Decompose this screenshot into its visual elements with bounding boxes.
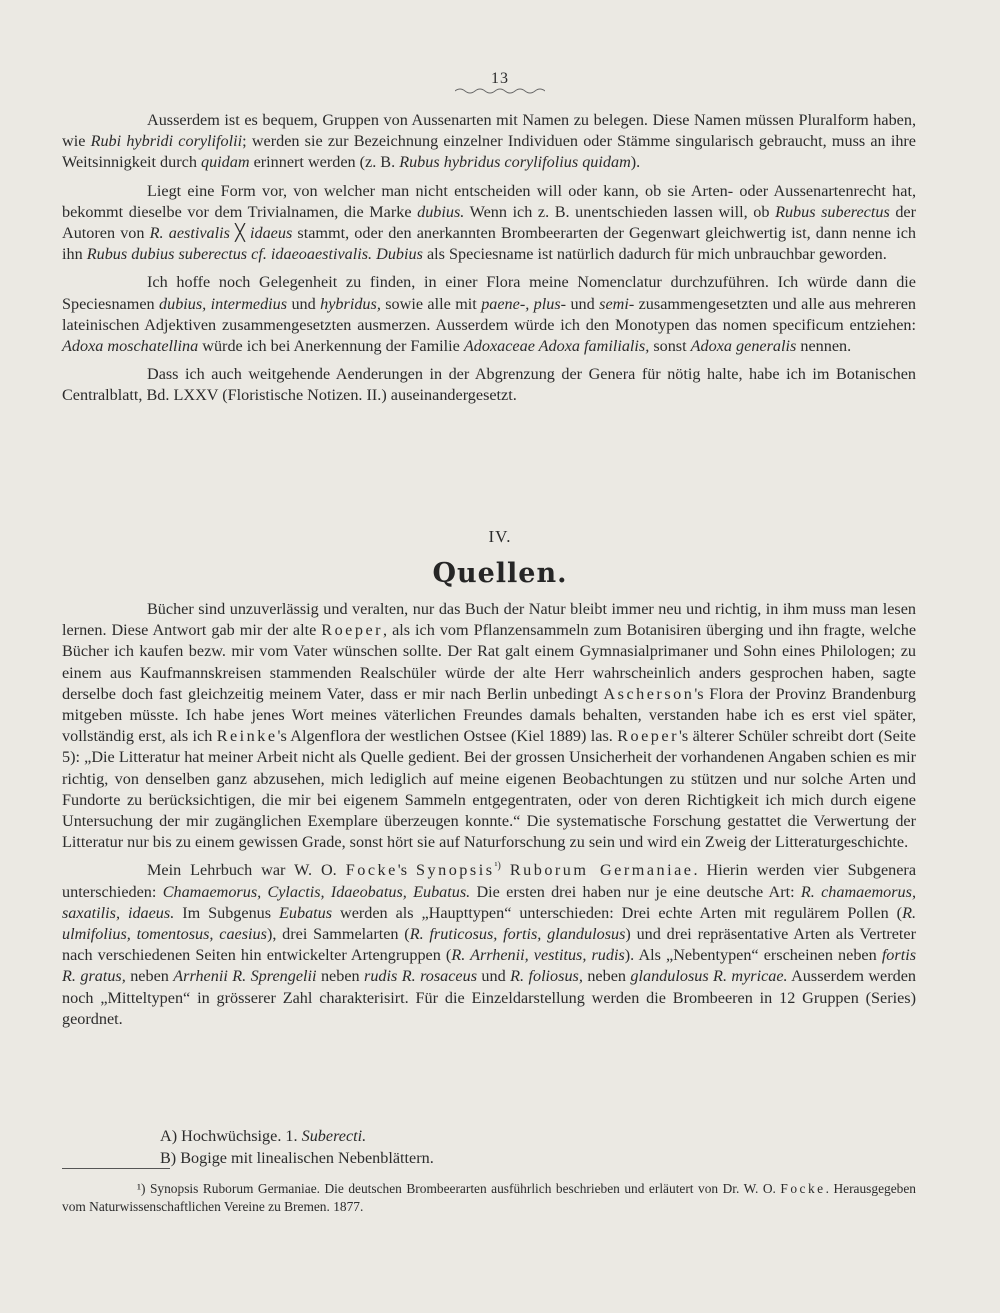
text-run: ), drei Sammelarten ( <box>266 925 410 944</box>
italic-text: rudis R. rosaceus <box>364 967 478 986</box>
text-run: nennen. <box>796 337 852 356</box>
list-item <box>160 1147 434 1169</box>
italic-text: dubius, intermedius <box>159 294 288 313</box>
text-run: würde ich bei Anerkennung der Familie <box>198 337 464 356</box>
italic-text: fortis R. gratus, <box>62 946 916 986</box>
series-list <box>160 1125 434 1169</box>
text-run: neben <box>125 967 174 986</box>
page-number-ornament <box>455 87 545 95</box>
italic-text: Arrhenii R. Sprengelii <box>173 967 317 986</box>
italic-text: R. ulmifolius, tomentosus, caesius <box>62 903 917 944</box>
italic-text: hybridus, <box>320 294 381 313</box>
italic-text: Rubus hybridus corylifolius quidam <box>399 153 631 172</box>
text-run: Dass ich auch weitgehende Aenderungen in der Abgrenzung der Genera für nötig halte, habe ich im Botanischen Centralblatt, Bd. LXXV (Floristische Notizen. II.) auseinandergesetzt. <box>62 365 916 405</box>
text-run: Ich hoffe noch Gelegenheit zu finden, in einer Flora meine Nomenclatur durchzuführen. Ich würde dann die Speciesnamen <box>62 273 916 313</box>
text-run: Die ersten drei haben nur je eine deutsche Art: <box>470 882 801 901</box>
text-run: Ausserdem werden noch „Mitteltypen“ in grösserer Zahl charakterisirt. Für die Einzeldarstellung werden die Brombeeren in 12 Gruppen (Series) geordnet. <box>62 967 916 1028</box>
text-run: stammt, oder den anerkannten Brombeerarten der Gegenwart gleichwertig ist, dann nenne ich ihn <box>62 224 917 264</box>
italic-text: glandulosus R. myricae. <box>630 967 788 986</box>
text-run: 's Flora der Provinz Brandenburg mitgeben müsste. Ich habe jenes Wort meines väterlichen Freundes damals behalten, verstanden habe ich es erst viel später, vollständig erst, als ich <box>62 684 916 746</box>
italic-text: idaeus <box>249 224 293 243</box>
body-text-bottom <box>62 599 916 1037</box>
italic-text: Suberecti. <box>301 1127 367 1145</box>
text-run: 's <box>397 861 417 880</box>
spaced-name: Focke <box>780 1181 826 1196</box>
text-run: Bücher sind unzuverlässig und veralten, nur das Buch der Natur bleibt immer neu und richtig, in ihm muss man lesen lernen. Diese Antwort gab mir der alte <box>62 600 916 640</box>
text-run: ¹) <box>494 861 501 873</box>
text-run: ). Als „Nebentypen“ erscheinen neben <box>624 946 882 965</box>
body-text-top <box>62 110 916 414</box>
text-run: werden als „Haupttypen“ unterschieden: Drei echte Arten mit regulärem Pollen ( <box>332 903 903 922</box>
text-run: Wenn ich z. B. unentschieden lassen will, ob <box>464 202 776 221</box>
text-run: B) Bogige mit linealischen Nebenblättern. <box>160 1149 434 1167</box>
italic-text: quidam <box>200 153 250 172</box>
paragraph <box>62 860 916 1030</box>
paragraph <box>62 599 916 853</box>
italic-text: R. fruticosus, fortis, glandulosus <box>409 925 626 944</box>
text-run: 's Algenflora der westlichen Ostsee (Kiel 1889) las. <box>277 727 618 746</box>
italic-text: paene-, plus- <box>481 294 567 313</box>
italic-text: Adoxa moschatellina <box>62 337 199 356</box>
spaced-name: Focke <box>345 861 398 880</box>
text-run: . Herausgegeben vom Naturwissenschaftlichen Vereine zu Bremen. 1877. <box>62 1181 916 1214</box>
italic-text: semi- <box>599 294 635 313</box>
text-run: und <box>477 967 511 986</box>
text-run: Im Subgenus <box>174 903 280 922</box>
text-run: . Hierin werden vier Subgenera unterschieden: <box>62 861 917 901</box>
text-run: ; werden sie zur Bezeichnung einzelner Individuen oder Stämme singularisch gebraucht, muss an ihre Weitsinnigkeit durch <box>62 132 916 172</box>
text-run: Ausserdem ist es bequem, Gruppen von Aussenarten mit Namen zu belegen. Diese Namen müssen Pluralform haben, wie <box>62 111 916 151</box>
text-run: neben <box>316 967 365 986</box>
paragraph <box>62 110 916 174</box>
text-run: Liegt eine Form vor, von welcher man nicht entscheiden will oder kann, ob sie Arten- oder Aussenartenrecht hat, bekommt dieselbe vor dem Trivialnamen, die Marke <box>62 181 916 221</box>
italic-text: R. aestivalis <box>149 224 230 243</box>
italic-text: R. foliosus, <box>510 967 583 986</box>
list-item <box>160 1125 434 1147</box>
italic-text: R. chamaemorus, saxatilis, idaeus. <box>62 882 916 922</box>
paragraph <box>62 181 916 266</box>
section-number: IV. <box>488 527 512 546</box>
italic-text: Dubius <box>376 245 423 264</box>
spaced-name: Roeper <box>617 727 679 746</box>
spaced-name: Reinke <box>216 727 278 746</box>
section-title: Quellen. <box>432 558 568 589</box>
italic-text: Adoxaceae Adoxa familialis, <box>463 337 650 356</box>
text-run: der Autoren von <box>62 202 916 243</box>
text-run: ). <box>630 153 641 172</box>
text-run: 's älterer Schüler schreibt dort (Seite 5): „Die Litteratur hat meiner Arbeit nicht als Quelle gedient. Bei der grossen Unsicherheit der vorhandenen Angaben schien es mir richtig, von denselben ganz abzusehen, mich lediglich auf meine eigenen Beobachtungen zu stützen und nur solche Arten und Fundorte zu berücksichtigen, die mir bei eigenem Sammeln entgegentraten, oder von deren Richtigkeit ich mich durch eigene Untersuchung der mir zugänglichen Exemplare überzeugen konnte.“ Die systematische Forschung gestattet die Verwertung der Litteratur nur bis zu einem gewissen Grade, sonst hört sie auf Naturforschung zu sein und wird ein Zweig der Litteraturgeschichte. <box>62 727 916 852</box>
text-run: A) Hochwüchsige. 1. <box>160 1127 302 1145</box>
text-run: als Speciesname ist natürlich dadurch für mich unbrauchbar geworden. <box>422 245 887 264</box>
text-run <box>501 861 510 879</box>
italic-text: Chamaemorus, Cylactis, Idaeobatus, Eubatus. <box>162 882 471 901</box>
italic-text: R. Arrhenii, vestitus, rudis <box>451 946 625 965</box>
text-run: ) und drei repräsentative Arten als Vertreter nach verschiedenen Seiten hin entwickelter Artengruppen ( <box>62 925 916 965</box>
text-run: sowie alle mit <box>380 294 482 313</box>
italic-text: dubius. <box>417 202 465 221</box>
spaced-name: Ascherson <box>603 684 695 703</box>
page-number: 13 <box>491 70 509 87</box>
text-run: Mein Lehrbuch war W. O. <box>147 861 346 880</box>
text-run: und <box>287 294 321 313</box>
spaced-name: Ruborum Germaniae <box>509 861 694 880</box>
italic-text: Eubatus <box>279 903 333 922</box>
footnote <box>62 1180 916 1216</box>
italic-text: Rubi hybridi corylifolii <box>90 132 243 151</box>
text-run: zusammengesetzten und alle aus mehreren lateinischen Adjektiven zusammengesetzten ausmerzen. Ausserdem würde ich den Monotypen das nomen specificum entziehen: <box>62 294 917 334</box>
text-run: und <box>566 294 600 313</box>
text-run: ¹) Synopsis Ruborum Germaniae. Die deutschen Brombeerarten ausführlich beschrieben und erläutert von Dr. W. O. <box>137 1181 781 1196</box>
text-run: ╳ <box>229 224 250 243</box>
italic-text: Adoxa generalis <box>690 337 797 356</box>
spaced-name: Synopsis <box>416 861 495 880</box>
footnote-rule <box>62 1168 170 1169</box>
italic-text: Rubus dubius suberectus cf. idaeoaestivalis. <box>86 245 373 264</box>
paragraph <box>62 364 916 406</box>
text-run: neben <box>582 967 631 986</box>
text-run: , als ich vom Pflanzensammeln zum Botanisiren überging und ihn fragte, welche Bücher ich kaufen bezw. mir vom Vater wünschen sollte. Der Rat galt einem Gymnasialprimaner und Sohn eines Philologen; zu einem aus Kaufmannskreisen stammenden Realschüler würde der alte Herr wahrscheinlich anders gesprochen haben, sagte derselbe doch fast gleichzeitig meinem Vater, dass er mir nach Berlin unbedingt <box>62 621 916 703</box>
text-run: sonst <box>649 337 691 356</box>
spaced-name: Roeper <box>321 621 384 640</box>
italic-text: Rubus suberectus <box>775 202 890 221</box>
paragraph <box>62 272 916 357</box>
text-run: erinnert werden (z. B. <box>249 153 400 172</box>
footnote-text <box>62 1180 916 1216</box>
